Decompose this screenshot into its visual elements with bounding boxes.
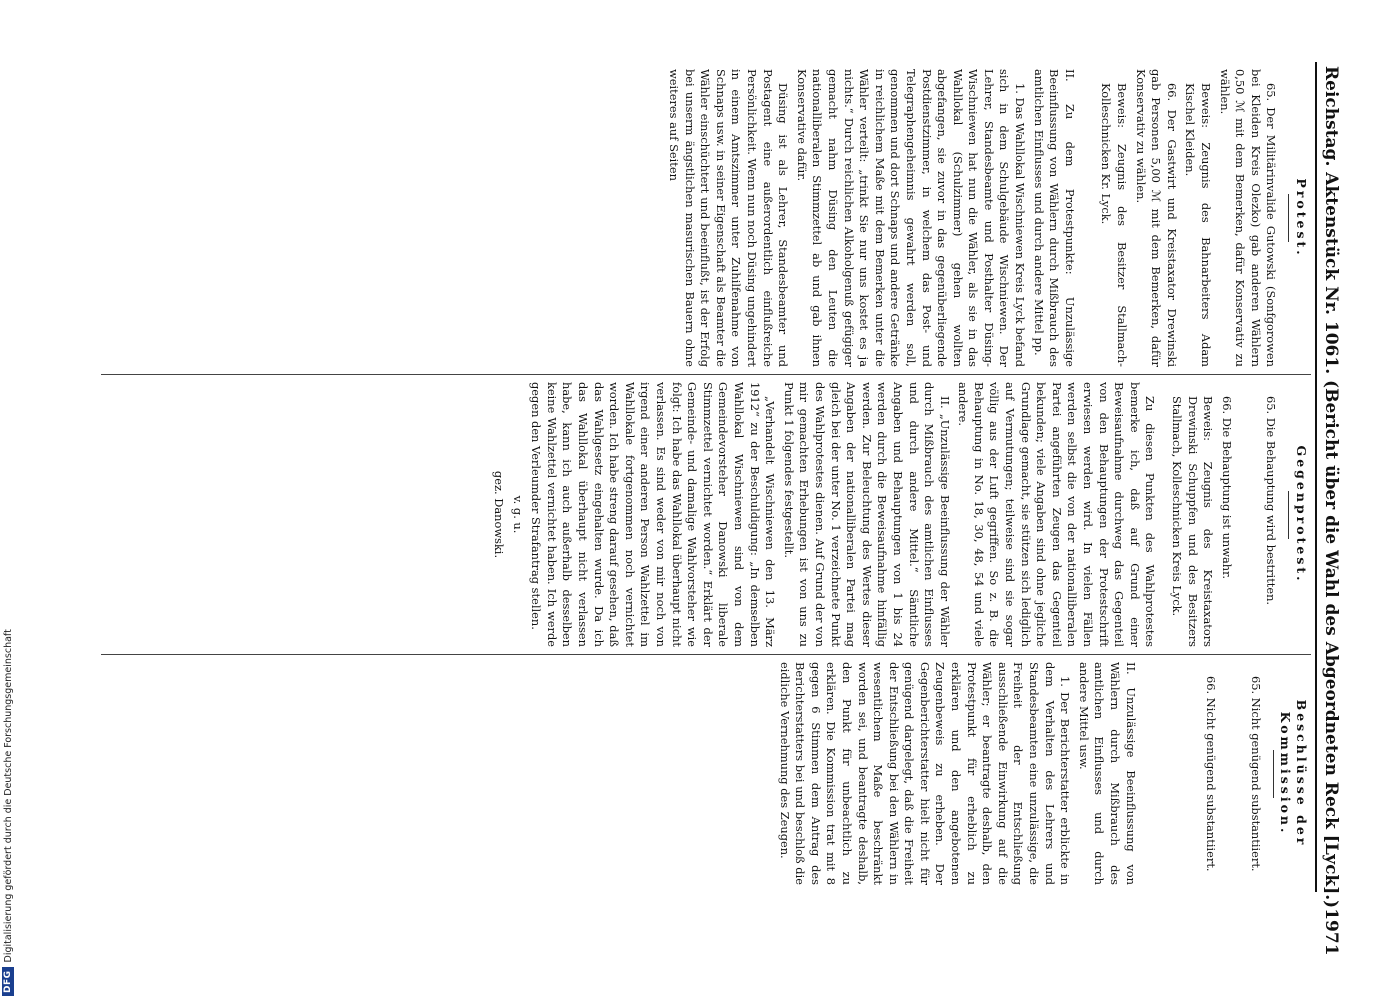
title-rule [1273,750,1274,798]
gegenprotest-item-66: 66. Die Behauptung ist unwahr. [1219,396,1234,579]
gegenprotest-section-ii: II. „Unzulässige Beeinflussung der Wähler durch Mißbrauch des amtlichen Einflusses und durch andere Mittel.“ Sämtliche Angaben und Behauptungen von 1 bis 24 werden durch die Beweisaufnahme hinfällig werden. Zur Beleuchtung des Wertes dieser Angaben der nationalliberalen Partei mag gleich bei der unter No. 1 verzeichnete Punkt des Wahlprotestes dienen. Auf Grund der von mir gemachten Erhebungen ist von uns zu Punkt 1 folgendes festgestellt. [781,382,952,647]
column-title-beschluesse: Beschlüsse der Kommission. [1278,699,1309,848]
page-number: 1971 [1321,908,1341,956]
three-column-body [101,62,1311,892]
protest-point-1: 1. Das Wahllokal Wischniewen Kreis Lyck befand sich in dem Schulgebäude Wischniewen. Der Lehrer, Standesbeamte und Posthalter Düsing-Wischniewen hat nun die Wähler, als sie in das Wahllokal (Schulzimmer) gehen wollten abgefangen, sie zuvor in das gegenüberliegende Postdienstzimmer, in welchem das Post- und Telegraphengeheimnis gewahrt werden soll, genommen und dort Schnaps und andere Getränke in reichlichem Maße mit dem Bemerken unter die Wähler verteilt: „trinkt Sie nur uns kostet es ja nichts.“ Durch reichlichen Alkoholgenuß gefügiger gemacht nahm Düsing den Leuten die nationalliberalen Stimmzettel ab und gab ihnen Konservative dafür. [794,69,1028,367]
protest-evidence-65: Beweis: Zeugnis des Bahnarbeiters Adam Kischel Kleiden. [1183,83,1214,367]
beschluss-item-66: 66. Nicht genügend substantiiert. [1204,676,1219,872]
beschluss-section-ii: II. Unzulässige Beeinflussung von Wählern durch Mißbrauch des amtlichen Einflusses und durch andere Mittel usw. [1076,662,1138,885]
beschluss-item-65: 65. Nicht genügend substantiiert. [1248,676,1263,872]
dfg-credit-text: Digitalisierung gefördert durch die Deutsche Forschungsgemeinschaft [2,629,14,963]
dfg-logo: DFG [2,967,14,996]
protest-item-66: 66. Der Gastwirt und Kreistaxator Drewinski gab Personen 5,00 ℳ mit dem Bemerken, dafür Konservativ zu wählen. [1133,69,1179,367]
column-protest [101,62,1311,374]
gegenprotest-remark: Zu diesen Punkten des Wahlprotestes bemerke ich, daß auf Grund einer Beweisaufnahme durchweg das Gegenteil von den Behauptungen der Protestschrift erwiesen werden wird. In vielen Fällen werden selbst die von der nationalliberalen Partei angeführten Zeugen das Gegenteil bekunden; viele Angaben sind ohne jegliche Grundlage gemacht, sie stützen sich lediglich auf Vermutungen; teilweise sind sie sogar völlig aus der Luft gegriffen. So z. B. die Behauptung in No. 18, 30, 48, 54 und viele andere. [956,382,1158,647]
column-gegenprotest [101,374,1311,654]
column-title-gegenprotest: Gegenprotest. [1294,445,1309,584]
column-title-protest: Protest. [1294,178,1309,258]
gegenprotest-signature: gez. Danowski. [492,470,507,559]
header-title: Reichstag. Aktenstück Nr. 1061. (Bericht über die Wahl des Abgeordneten Reck [Lyck].) [1321,66,1341,909]
page-header [1315,62,1365,956]
protest-section-ii: II. Zu dem Protestpunkte: Unzulässige Beeinflussung von Wählern durch Mißbrauch des amtlichen Einflusses und durch andere Mittel pp. [1031,69,1077,367]
column-beschluesse [101,654,1311,892]
title-rule [1288,491,1289,539]
beschluss-point-1: 1. Der Berichterstatter erblickte in dem Verhalten des Lehrers und Standesbeamten eine unzulässige, die Freiheit der Entschließung ausschließende Einwirkung auf die Wähler; er beantragte deshalb, den Protestpunkt für erheblich zu erklären und den angebotenen Zeugenbeweis zu erheben. Der Gegenberichterstatter hielt nicht für genügend dargelegt, daß die Freiheit der Entschließung bei den Wählern in wesentlichem Maße beschränkt worden sei, und beantragte deshalb, den Punkt für unbeachtlich zu erklären. Die Kommission trat mit 8 gegen 6 Stimmen dem Antrag des Berichterstatters bei und beschloß die eidliche Vernehmung des Zeugen. [777,662,1073,885]
title-rule [1288,194,1289,242]
protest-evidence-66: Beweis: Zeugnis des Besitzer Stallmach-Kolleschnicken Kr. Lyck. [1099,83,1130,367]
protest-item-65: 65. Der Militärinvalide Gutowski (Sonfgorowen bei Kleiden Kreis Olezko) gab anderen Wählern 0,50 ℳ mit dem Bemerken, dafür Konservativ zu wählen. [1217,69,1279,367]
protest-paragraph-duesing: Düsing ist als Lehrer, Standesbeamter und Postagent eine außerordentlich einflußreiche Persönlichkeit. Wenn nun noch Düsing ungehindert in einem Amtszimmer unter Zuhilfenahme von Schnaps usw. in seiner Eigenschaft als Beamter die Wähler einschüchtert und beeinflußt, ist der Erfolg bei unserm ängstlichen masurischen Bauern ohne weiteres auf Seiten [667,69,791,367]
gegenprotest-verhandelt: „Verhandelt Wischniewen den 13. März 1912“ zu der Beschuldigung: „In demselben Wahllokal Wischniewen sind von dem Gemeindevorsteher Danowski liberale Stimmzettel vernichtet worden.“ Erklärt der Gemeinde- und damalige Wahlvorsteher wie folgt: Ich habe das Wahllokal überhaupt nicht verlassen. Es sind weder von mir noch von irgend einer anderen Person Wahlzettel im Wahllokale fortgenommen noch vernichtet worden. Ich habe streng darauf gesehen, daß das Wahlgesetz eingehalten wurde. Da ich das Wahllokal überhaupt nicht verlassen habe, kann ich auch außerhalb desselben keine Wahlzettel vernichtet haben. Ich werde gegen den Verleumder Strafantrag stellen. [529,382,778,647]
gegenprotest-evidence-66: Beweis: Zeugnis des Kreistaxators Drewinski Schuppfen und des Besitzers Stallmach, Kolleschnicken Kreis Lyck. [1170,396,1216,647]
gegenprotest-vgu: v. g. u. [510,495,525,534]
gegenprotest-item-65: 65. Die Behauptung wird bestritten. [1264,396,1279,606]
